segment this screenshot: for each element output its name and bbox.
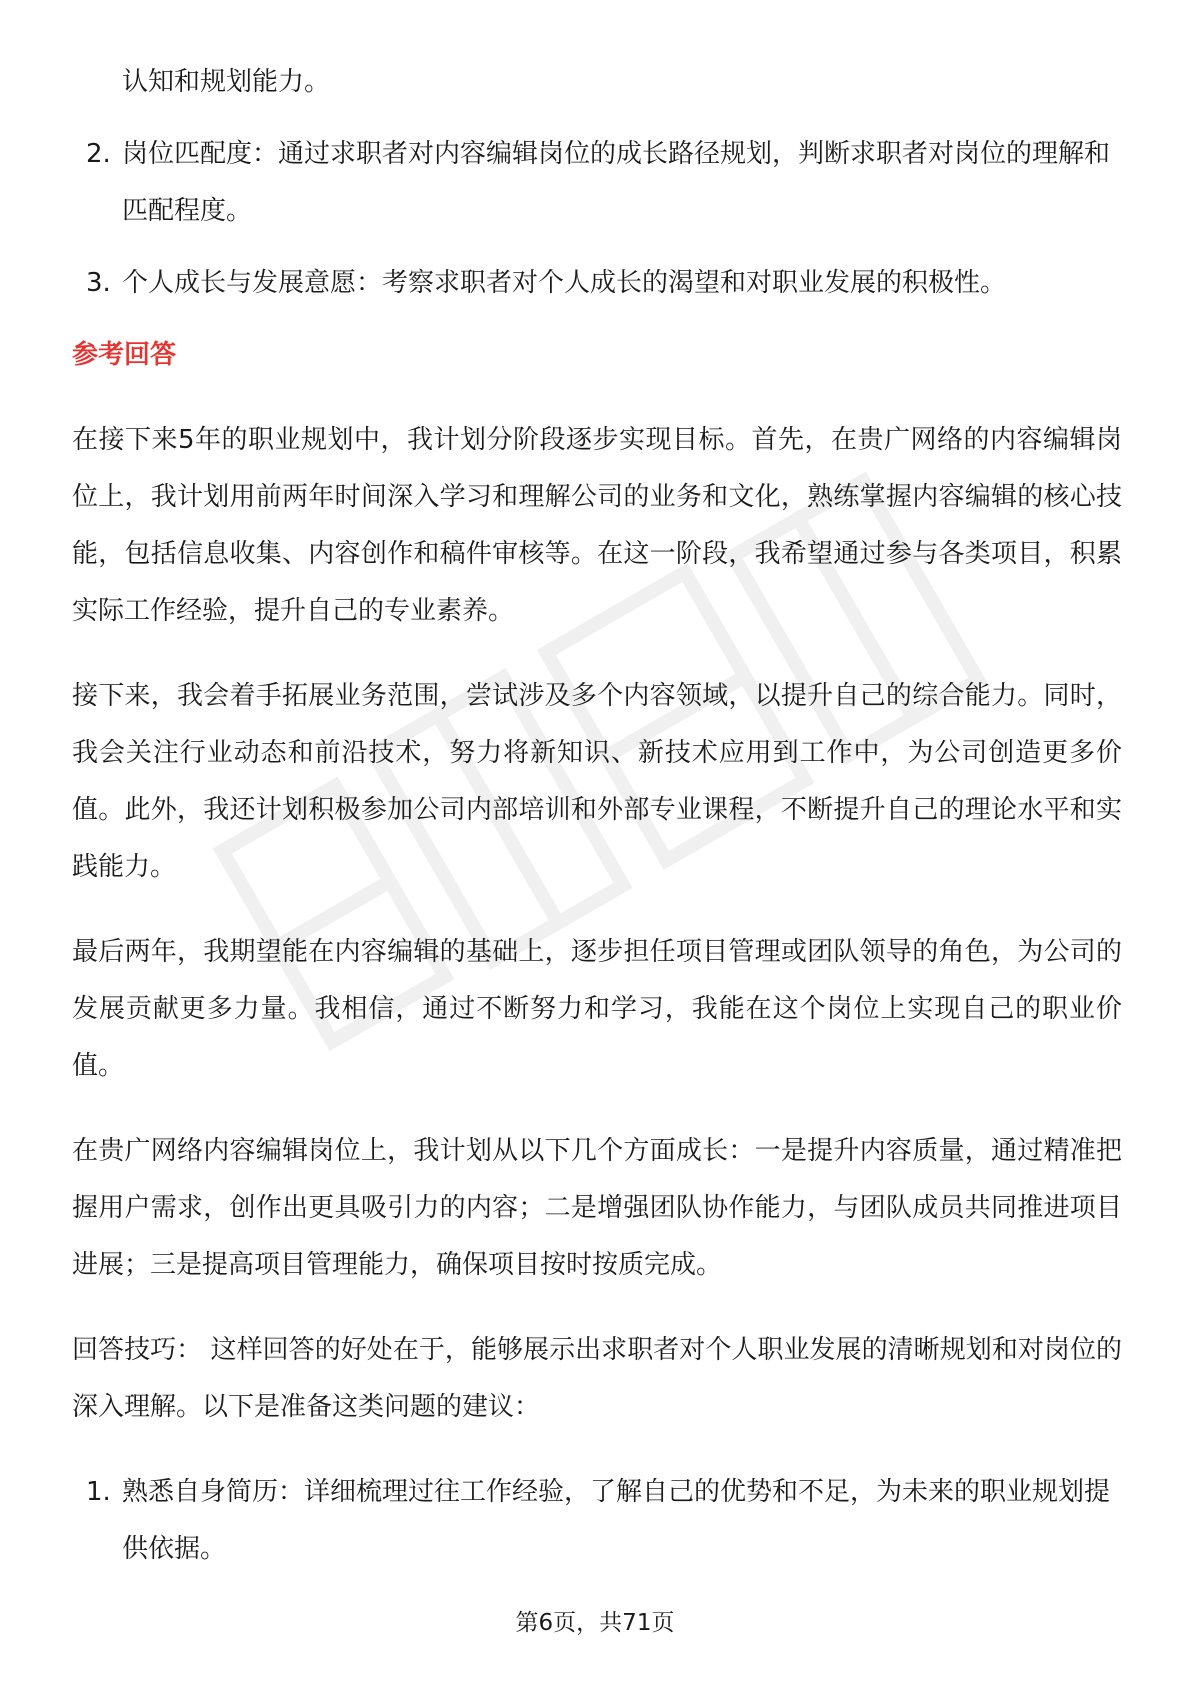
list-item-text: 个人成长与发展意愿：考察求职者对个人成长的渴望和对职业发展的积极性。 xyxy=(122,268,1007,298)
answer-paragraph: 最后两年，我期望能在内容编辑的基础上，逐步担任项目管理或团队领导的角色，为公司的发展贡献更多力量。我相信，通过不断努力和学习，我能在这个岗位上实现自己的职业价值。 xyxy=(72,937,1122,1081)
list-number: 2. xyxy=(86,139,111,169)
list-item xyxy=(72,1464,1122,1578)
criteria-list xyxy=(72,126,1122,312)
continued-list-item: 认知和规划能力。 xyxy=(122,67,331,97)
answer-paragraph: 在接下来5年的职业规划中，我计划分阶段逐步实现目标。首先，在贵广网络的内容编辑岗位上，我计划用前两年时间深入学习和理解公司的业务和文化，熟练掌握内容编辑的核心技能，包括信息收集、内容创作和稿件审核等。在这一阶段，我希望通过参与各类项目，积累实际工作经验，提升自己的专业素养。 xyxy=(72,425,1122,626)
list-number: 1. xyxy=(86,1477,111,1507)
list-item-text: 熟悉自身简历：详细梳理过往工作经验，了解自己的优势和不足，为未来的职业规划提供依据。 xyxy=(122,1477,1111,1564)
list-number: 3. xyxy=(86,268,111,298)
answer-paragraph: 在贵广网络内容编辑岗位上，我计划从以下几个方面成长：一是提升内容质量，通过精准把握用户需求，创作出更具吸引力的内容；二是增强团队协作能力，与团队成员共同推进项目进展；三是提高项目管理能力，确保项目按时按质完成。 xyxy=(72,1136,1122,1280)
page-footer: 第6页，共71页 xyxy=(515,1610,675,1636)
answer-heading: 参考回答 xyxy=(72,340,177,370)
document-body xyxy=(72,54,1122,1593)
list-item xyxy=(72,255,1122,312)
list-item xyxy=(72,126,1122,240)
tips-list xyxy=(72,1464,1122,1578)
list-item-text: 岗位匹配度：通过求职者对内容编辑岗位的成长路径规划，判断求职者对岗位的理解和匹配程度。 xyxy=(122,139,1111,226)
tips-paragraph: 回答技巧： 这样回答的好处在于，能够展示出求职者对个人职业发展的清晰规划和对岗位的深入理解。以下是准备这类问题的建议： xyxy=(72,1335,1122,1422)
answer-paragraph: 接下来，我会着手拓展业务范围，尝试涉及多个内容领域，以提升自己的综合能力。同时，我会关注行业动态和前沿技术，努力将新知识、新技术应用到工作中，为公司创造更多价值。此外，我还计划积极参加公司内部培训和外部专业课程，不断提升自己的理论水平和实践能力。 xyxy=(72,681,1122,882)
